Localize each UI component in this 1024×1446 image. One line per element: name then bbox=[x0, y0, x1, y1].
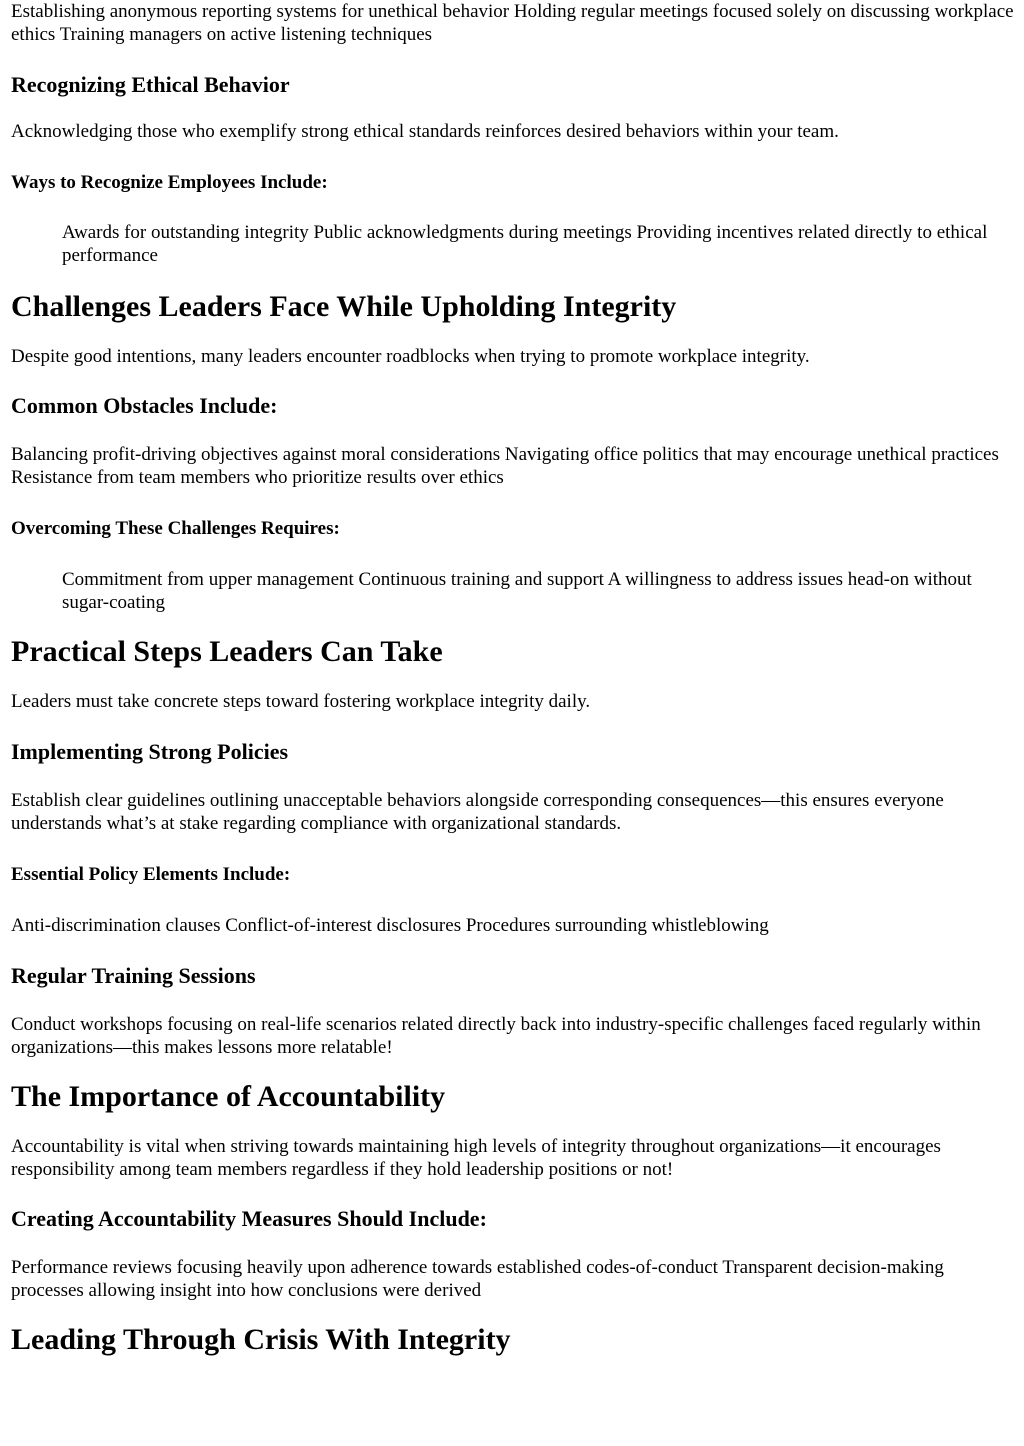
challenges-paragraph: Despite good intentions, many leaders encounter roadblocks when trying to promote workplace integrity. bbox=[11, 346, 810, 367]
policies-heading: Implementing Strong Policies bbox=[11, 739, 289, 764]
recognizing-heading: Recognizing Ethical Behavior bbox=[11, 72, 290, 97]
training-heading: Regular Training Sessions bbox=[11, 963, 256, 988]
crisis-heading: Leading Through Crisis With Integrity bbox=[11, 1323, 511, 1356]
challenges-heading: Challenges Leaders Face While Upholding Integrity bbox=[11, 290, 677, 323]
obstacles-heading: Common Obstacles Include: bbox=[11, 393, 278, 418]
policies-paragraph: Establish clear guidelines outlining unacceptable behaviors alongside corresponding consequences—this ensures everyone understands what’s at stake regarding compliance with organizational standards. bbox=[11, 790, 944, 834]
recognize-ways-heading: Ways to Recognize Employees Include: bbox=[11, 172, 328, 193]
overcoming-heading: Overcoming These Challenges Requires: bbox=[11, 518, 340, 539]
policy-elements-heading: Essential Policy Elements Include: bbox=[11, 864, 291, 885]
training-paragraph: Conduct workshops focusing on real-life scenarios related directly back into industry-specific challenges faced regularly within organizations—this makes lessons more relatable! bbox=[11, 1014, 981, 1058]
practical-heading: Practical Steps Leaders Can Take bbox=[11, 635, 443, 668]
accountability-paragraph: Accountability is vital when striving towards maintaining high levels of integrity throughout organizations—it encourages responsibility among team members regardless if they hold leadership positions or not! bbox=[11, 1136, 941, 1180]
intro-paragraph: Establishing anonymous reporting systems for unethical behavior Holding regular meetings focused solely on discussing workplace ethics Training managers on active listening techniques bbox=[11, 1, 1014, 45]
policy-elements-paragraph: Anti-discrimination clauses Conflict-of-interest disclosures Procedures surrounding whistleblowing bbox=[11, 915, 769, 936]
accountability-measures-heading: Creating Accountability Measures Should Include: bbox=[11, 1206, 487, 1231]
overcoming-quote: Commitment from upper management Continuous training and support A willingness to address issues head-on without sugar-coating bbox=[62, 569, 972, 613]
recognize-ways-quote: Awards for outstanding integrity Public acknowledgments during meetings Providing incentives related directly to ethical performance bbox=[62, 222, 988, 266]
practical-paragraph: Leaders must take concrete steps toward fostering workplace integrity daily. bbox=[11, 691, 591, 712]
obstacles-paragraph: Balancing profit-driving objectives against moral considerations Navigating office politics that may encourage unethical practices Resistance from team members who prioritize results over ethics bbox=[11, 444, 999, 488]
accountability-measures-paragraph: Performance reviews focusing heavily upon adherence towards established codes-of-conduct Transparent decision-making processes allowing insight into how conclusions were derived bbox=[11, 1257, 944, 1301]
accountability-heading: The Importance of Accountability bbox=[11, 1080, 446, 1113]
recognizing-paragraph: Acknowledging those who exemplify strong ethical standards reinforces desired behaviors within your team. bbox=[11, 121, 839, 142]
